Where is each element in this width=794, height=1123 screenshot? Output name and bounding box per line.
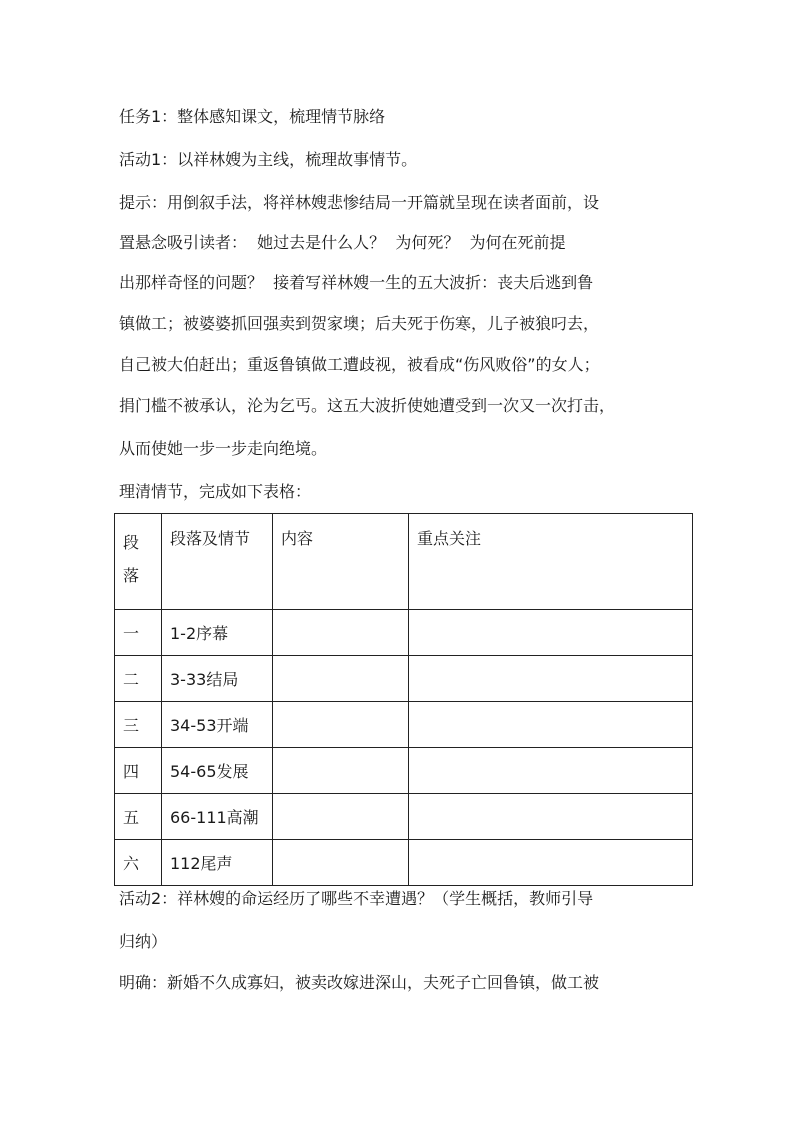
hint-line-2: 置悬念吸引读者： 她过去是什么人？ 为何死？ 为何在死前提 <box>119 233 566 252</box>
hint-line-6: 捐门槛不被承认，沦为乞丐。这五大波折使她遭受到一次又一次打击， <box>119 396 616 415</box>
header-paragraph-char-2: 落 <box>123 566 140 585</box>
row-number: 四 <box>115 748 162 794</box>
row-plot: 1-2序幕 <box>162 610 273 656</box>
header-focus: 重点关注 <box>409 514 693 610</box>
row-content-cell[interactable] <box>273 702 409 748</box>
hint-line-5: 自己被大伯赶出；重返鲁镇做工遭歧视，被看成“伤风败俗”的女人； <box>119 355 600 374</box>
row-number: 一 <box>115 610 162 656</box>
row-focus-cell[interactable] <box>409 656 693 702</box>
activity1-heading: 活动1：以祥林嫂为主线，梳理故事情节。 <box>119 150 418 169</box>
row-content-cell[interactable] <box>273 610 409 656</box>
row-number: 六 <box>115 840 162 886</box>
hint-line-4: 镇做工；被婆婆抓回强卖到贺家墺；后夫死于伤寒，儿子被狼叼去， <box>119 314 600 333</box>
row-focus-cell[interactable] <box>409 794 693 840</box>
row-content-cell[interactable] <box>273 656 409 702</box>
hint-line-3: 出那样奇怪的问题？ 接着写祥林嫂一生的五大波折：丧夫后逃到鲁 <box>119 273 594 292</box>
row-content-cell[interactable] <box>273 840 409 886</box>
plot-table <box>114 513 693 886</box>
activity2-line-1: 活动2：祥林嫂的命运经历了哪些不幸遭遇？（学生概括，教师引导 <box>119 889 594 908</box>
row-plot: 34-53开端 <box>162 702 273 748</box>
header-paragraph-plot: 段落及情节 <box>162 514 273 610</box>
row-plot: 54-65发展 <box>162 748 273 794</box>
row-plot: 3-33结局 <box>162 656 273 702</box>
row-number: 二 <box>115 656 162 702</box>
table-row <box>115 748 693 794</box>
table-row <box>115 610 693 656</box>
table-header-row <box>115 514 693 610</box>
row-focus-cell[interactable] <box>409 702 693 748</box>
row-focus-cell[interactable] <box>409 610 693 656</box>
table-row <box>115 656 693 702</box>
table-row <box>115 840 693 886</box>
table-row <box>115 702 693 748</box>
header-paragraph-char-1: 段 <box>123 533 140 552</box>
header-content: 内容 <box>273 514 409 610</box>
task-heading: 任务1：整体感知课文，梳理情节脉络 <box>119 107 386 126</box>
answer-line-1: 明确：新婚不久成寡妇，被卖改嫁进深山，夫死子亡回鲁镇，做工被 <box>119 973 600 992</box>
header-paragraph <box>115 514 162 610</box>
row-focus-cell[interactable] <box>409 840 693 886</box>
row-number: 五 <box>115 794 162 840</box>
table-intro: 理清情节，完成如下表格： <box>119 482 312 501</box>
activity2-line-2: 归纳） <box>119 932 168 951</box>
row-plot: 112尾声 <box>162 840 273 886</box>
row-content-cell[interactable] <box>273 748 409 794</box>
row-content-cell[interactable] <box>273 794 409 840</box>
hint-line-1: 提示：用倒叙手法，将祥林嫂悲惨结局一开篇就呈现在读者面前，设 <box>119 193 600 212</box>
row-plot: 66-111高潮 <box>162 794 273 840</box>
row-number: 三 <box>115 702 162 748</box>
row-focus-cell[interactable] <box>409 748 693 794</box>
hint-line-7: 从而使她一步一步走向绝境。 <box>119 439 328 458</box>
table-row <box>115 794 693 840</box>
